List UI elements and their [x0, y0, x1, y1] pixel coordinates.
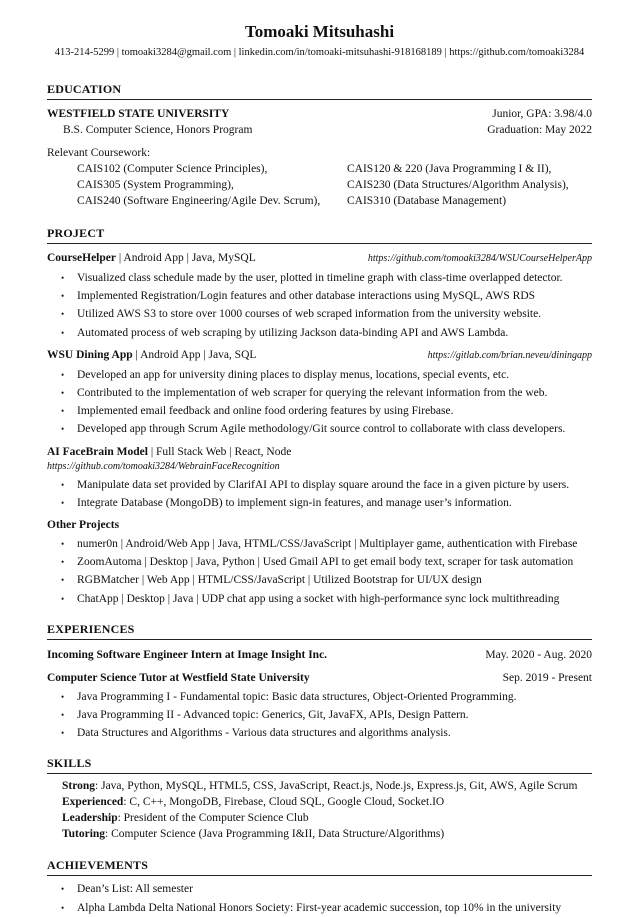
project-header [47, 444, 592, 460]
education-section [47, 82, 592, 209]
experiences-heading: EXPERIENCES [47, 622, 592, 640]
list-item: • Java Programming II - Advanced topic: Generics, Git, JavaFX, APIs, Design Pattern. [61, 706, 592, 724]
list-item: • Alpha Lambda Delta National Honors Society: First-year academic succession, top 10% in the university [61, 899, 592, 917]
project-section [47, 226, 592, 608]
degree: B.S. Computer Science, Honors Program [63, 124, 253, 136]
skill-row [62, 810, 592, 826]
list-item: • Utilized AWS S3 to store over 1000 courses of web scraped information from the university website. [61, 305, 592, 323]
list-item: • Contributed to the implementation of web scraper for querying the relevant information from the web. [61, 384, 592, 402]
project-meta: | Android App | Java, MySQL [115, 252, 256, 264]
skill-row [62, 778, 592, 794]
list-item: • ZoomAutoma | Desktop | Java, Python | Used Gmail API to get email body text, scraper for task automation [61, 553, 592, 571]
experience-role: Computer Science Tutor at Westfield State University [47, 671, 310, 684]
list-item: • Developed an app for university dining places to display menus, locations, special events, etc. [61, 366, 592, 384]
skills-heading: SKILLS [47, 756, 592, 774]
other-projects [47, 517, 592, 608]
list-item: • Dean’s List: All semester [61, 880, 592, 898]
list-item: • Integrate Database (MongoDB) to implement sign-in features, and manage user’s information. [61, 494, 592, 512]
resume-name: Tomoaki Mitsuhashi [244, 22, 395, 41]
list-item: • Developed app through Scrum Agile methodology/Git source control to collaborate with class developers. [61, 420, 592, 438]
achievements-section [47, 858, 592, 916]
list-item: • Implemented email feedback and online food ordering features by using Firebase. [61, 402, 592, 420]
project-name: CourseHelper [47, 252, 116, 264]
skill-row [62, 826, 592, 842]
course-item: CAIS230 (Data Structures/Algorithm Analysis), [347, 179, 569, 191]
education-heading: EDUCATION [47, 82, 592, 100]
project-url[interactable]: https://gitlab.com/brian.neveu/diningapp [427, 349, 592, 361]
school-standing: Junior, GPA: 3.98/4.0 [492, 108, 592, 120]
project-bullets [47, 476, 592, 512]
project-bullets [47, 366, 592, 439]
project-header [47, 250, 592, 267]
achievements-heading: ACHIEVEMENTS [47, 858, 592, 876]
list-item: • numer0n | Android/Web App | Java, HTML/CSS/JavaScript | Multiplayer game, authentication with Firebase [61, 535, 592, 553]
contact-line: 413-214-5299 | tomoaki3284@gmail.com | linkedin.com/in/tomoaki-mitsuhashi-918168189 | https://github.com/tomoaki3284 [54, 47, 585, 58]
course-item: CAIS310 (Database Management) [347, 195, 507, 207]
project-name: WSU Dining App [47, 348, 133, 361]
skill-value: : Java, Python, MySQL, HTML5, CSS, JavaScript, React.js, Node.js, Express.js, Git, AWS, Agile Scrum [95, 780, 578, 793]
project-bullets [47, 269, 592, 342]
skill-value: : President of the Computer Science Club [117, 812, 309, 825]
list-item: • Java Programming I - Fundamental topic: Basic data structures, Object-Oriented Programming. [61, 688, 592, 706]
project-url[interactable]: https://github.com/tomoaki3284/WebrainFaceRecognition [47, 460, 280, 472]
skills-section [47, 756, 592, 842]
list-item: • RGBMatcher | Web App | HTML/CSS/JavaScript | Utilized Bootstrap for UI/UX design [61, 571, 592, 589]
project-name: AI FaceBrain Model [47, 445, 148, 458]
experience-bullets [47, 688, 592, 743]
graduation: Graduation: May 2022 [487, 124, 592, 136]
project-meta: | Android App | Java, SQL [132, 348, 257, 361]
project-heading: PROJECT [47, 226, 592, 244]
skill-label: Experienced [62, 796, 124, 809]
experiences-section [47, 622, 592, 743]
list-item: • Data Structures and Algorithms - Various data structures and algorithms analysis. [61, 724, 592, 742]
experience-dates: May. 2020 - Aug. 2020 [485, 648, 592, 661]
project-coursehelper [47, 250, 592, 342]
list-item: • Manipulate data set provided by ClarifAI API to display square around the face in a given picture by users. [61, 476, 592, 494]
skill-value: : C, C++, MongoDB, Firebase, Cloud SQL, Google Cloud, Socket.IO [123, 796, 445, 809]
other-projects-heading: Other Projects [47, 519, 120, 532]
skill-row [62, 794, 592, 810]
list-item: • Implemented Registration/Login features and other database interactions using MySQL, AWS RDS [61, 287, 592, 305]
education-degree-row [47, 122, 592, 138]
school-name: WESTFIELD STATE UNIVERSITY [47, 108, 230, 120]
experience-role: Incoming Software Engineer Intern at Image Insight Inc. [47, 648, 328, 661]
other-projects-bullets [47, 535, 592, 608]
experience-row [47, 647, 592, 663]
skill-label: Tutoring [62, 828, 106, 841]
project-url[interactable]: https://github.com/tomoaki3284/WSUCourseHelperApp [367, 253, 592, 264]
list-item: • Visualized class schedule made by the user, plotted in timeline graph with class-time overlapped detector. [61, 269, 592, 287]
skill-label: Leadership [62, 812, 118, 825]
course-item: CAIS305 (System Programming), [77, 179, 234, 191]
experience-dates: Sep. 2019 - Present [502, 671, 592, 684]
project-meta: | Full Stack Web | React, Node [147, 445, 292, 458]
course-item: CAIS120 & 220 (Java Programming I & II), [347, 163, 552, 175]
project-header [47, 347, 592, 364]
skill-label: Strong [62, 780, 96, 793]
achievements-bullets [47, 880, 592, 916]
list-item: • ChatApp | Desktop | Java | UDP chat app using a socket with high-performance sync lock multithreading [61, 590, 592, 608]
coursework-list [47, 161, 592, 209]
project-wsu-dining [47, 347, 592, 439]
experience-row [47, 670, 592, 686]
coursework-label: Relevant Coursework: [47, 147, 151, 159]
skill-value: : Computer Science (Java Programming I&II, Data Structure/Algorithms) [105, 828, 445, 841]
project-facebrain [47, 444, 592, 512]
course-item: CAIS102 (Computer Science Principles), [77, 163, 268, 175]
list-item: • Automated process of web scraping by utilizing Jackson data-binding API and AWS Lambda. [61, 324, 592, 342]
skills-list [47, 778, 592, 842]
course-item: CAIS240 (Software Engineering/Agile Dev. Scrum), [77, 195, 321, 207]
education-school-row [47, 106, 592, 122]
